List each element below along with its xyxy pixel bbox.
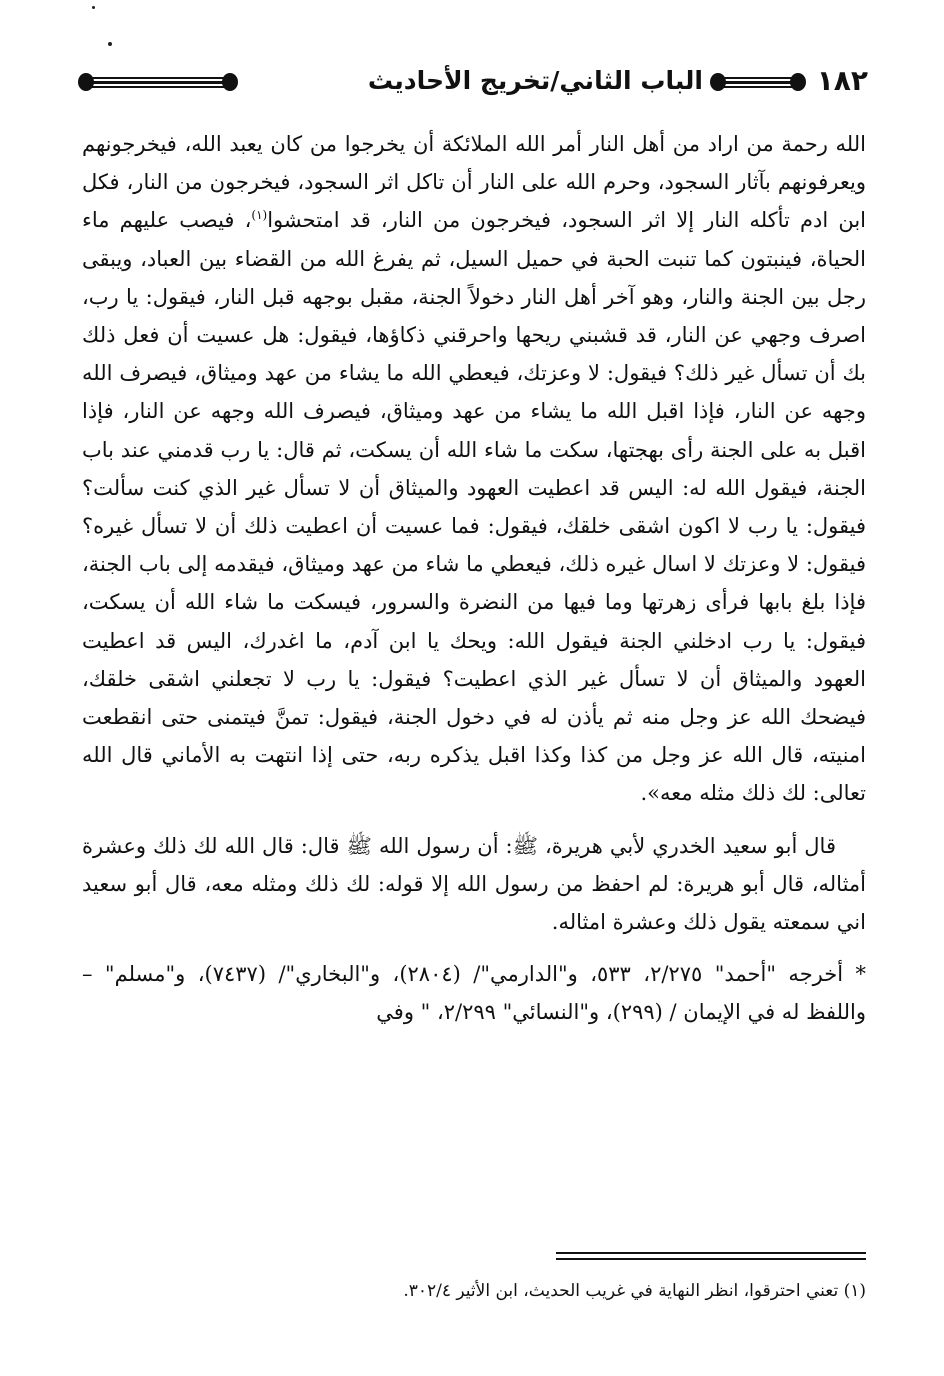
commentary-paragraph: قال أبو سعيد الخدري لأبي هريرة، ﷺ: أن رسول الله ﷺ قال: قال الله لك ذلك وعشرة أمثاله، قال أبو هريرة: لم احفظ من رسول الله إلا قوله: لك ذلك ومثله معه، قال أبو سعيد اني سمعته يقول ذلك وعشرة امثاله. xyxy=(82,833,866,935)
main-text xyxy=(82,125,866,1032)
footnote-separator xyxy=(556,1258,866,1260)
takhrij-paragraph: * أخرجه "أحمد" ٢/٢٧٥، ٥٣٣، و"الدارمي"/ (٢٨٠٤)، و"البخاري"/ (٧٤٣٧)، و"مسلم" –واللفظ له في الإيمان / (٢٩٩)، و"النسائي" ٢/٢٩٩، " وفي xyxy=(82,962,867,1025)
hadith-paragraph xyxy=(82,125,866,813)
scan-speck xyxy=(108,42,112,46)
header-ornament-left xyxy=(78,72,238,92)
header-ornament-right xyxy=(710,72,806,92)
hadith-text-part2: ، فيصب عليهم ماء الحياة، فينبتون كما تنبت الحبة في حميل السيل، ثم يفرغ الله من القضاء بين العباد، ويبقى رجل بين الجنة والنار، وهو آخر أهل النار دخولاً الجنة، مقبل بوجهه قبل النار، فيقول: يا رب، اصرف وجهي عن النار، قد قشبني ريحها واحرقني ذكاؤها، فيقول: هل عسيت أن فعل ذلك بك أن تسأل غير ذلك؟ فيقول: لا وعزتك، فيعطي الله ما يشاء من عهد وميثاق، فيصرف الله وجهه عن النار، فإذا اقبل الله ما يشاء من عهد وميثاق، فيصرف الله وجهه عن النار، فإذا اقبل به على الجنة رأى بهجتها، سكت ما شاء الله أن يسكت، ثم قال: يا رب قدمني عند باب الجنة، فيقول الله له: اليس قد اعطيت العهود والميثاق أن لا تسأل غير الذي كنت سألت؟ فيقول: يا رب لا اكون اشقى خلقك، فيقول: فما عسيت أن اعطيت ذلك أن لا تسأل غيره؟ فيقول: لا وعزتك لا اسال غيره ذلك، فيعطي ما شاء من عهد وميثاق، فيقدمه إلى باب الجنة، فإذا بلغ بابها فرأى زهرتها وما فيها من النضرة والسرور، فيسكت ما شاء الله أن يسكت، فيقول: يا رب ادخلني الجنة فيقول الله: ويحك يا ابن آدم، ما اغدرك، اليس قد اعطيت العهود والميثاق أن لا تسأل غير الذي اعطيت؟ فيقول: يا رب لا تجعلني اشقى خلقك، فيضحك الله عز وجل منه ثم يأذن له في دخول الجنة، فيقول: تمنَّ فيتمنى حتى انقطعت امنيته، قال الله عز وجل من كذا وكذا اقبل يذكره ربه، حتى إذا انتهت به الأماني قال الله تعالى: لك ذلك مثله معه». xyxy=(82,208,866,806)
footnote-separator xyxy=(556,1252,866,1254)
hadith-text-part1: الله رحمة من اراد من أهل النار أمر الله الملائكة أن يخرجوا من كان يعبد الله، فيخرجونهم ويعرفونهم بآثار السجود، وحرم الله على النار أن تاكل اثر السجود، فيخرجون من النار، فكل ابن ادم تأكله النار إلا اثر السجود، فيخرجون من النار، قد امتحشوا xyxy=(82,132,867,233)
scan-speck xyxy=(92,6,95,9)
footnote: (١) تعني احترقوا، انظر النهاية في غريب الحديث، ابن الأثير ٣٠٢/٤. xyxy=(403,1281,866,1301)
chapter-title: الباب الثاني/تخريج الأحاديث xyxy=(367,66,703,95)
footnote-reference: (١) xyxy=(251,208,268,223)
running-header xyxy=(78,60,868,104)
page-number: ١٨٢ xyxy=(816,64,868,97)
